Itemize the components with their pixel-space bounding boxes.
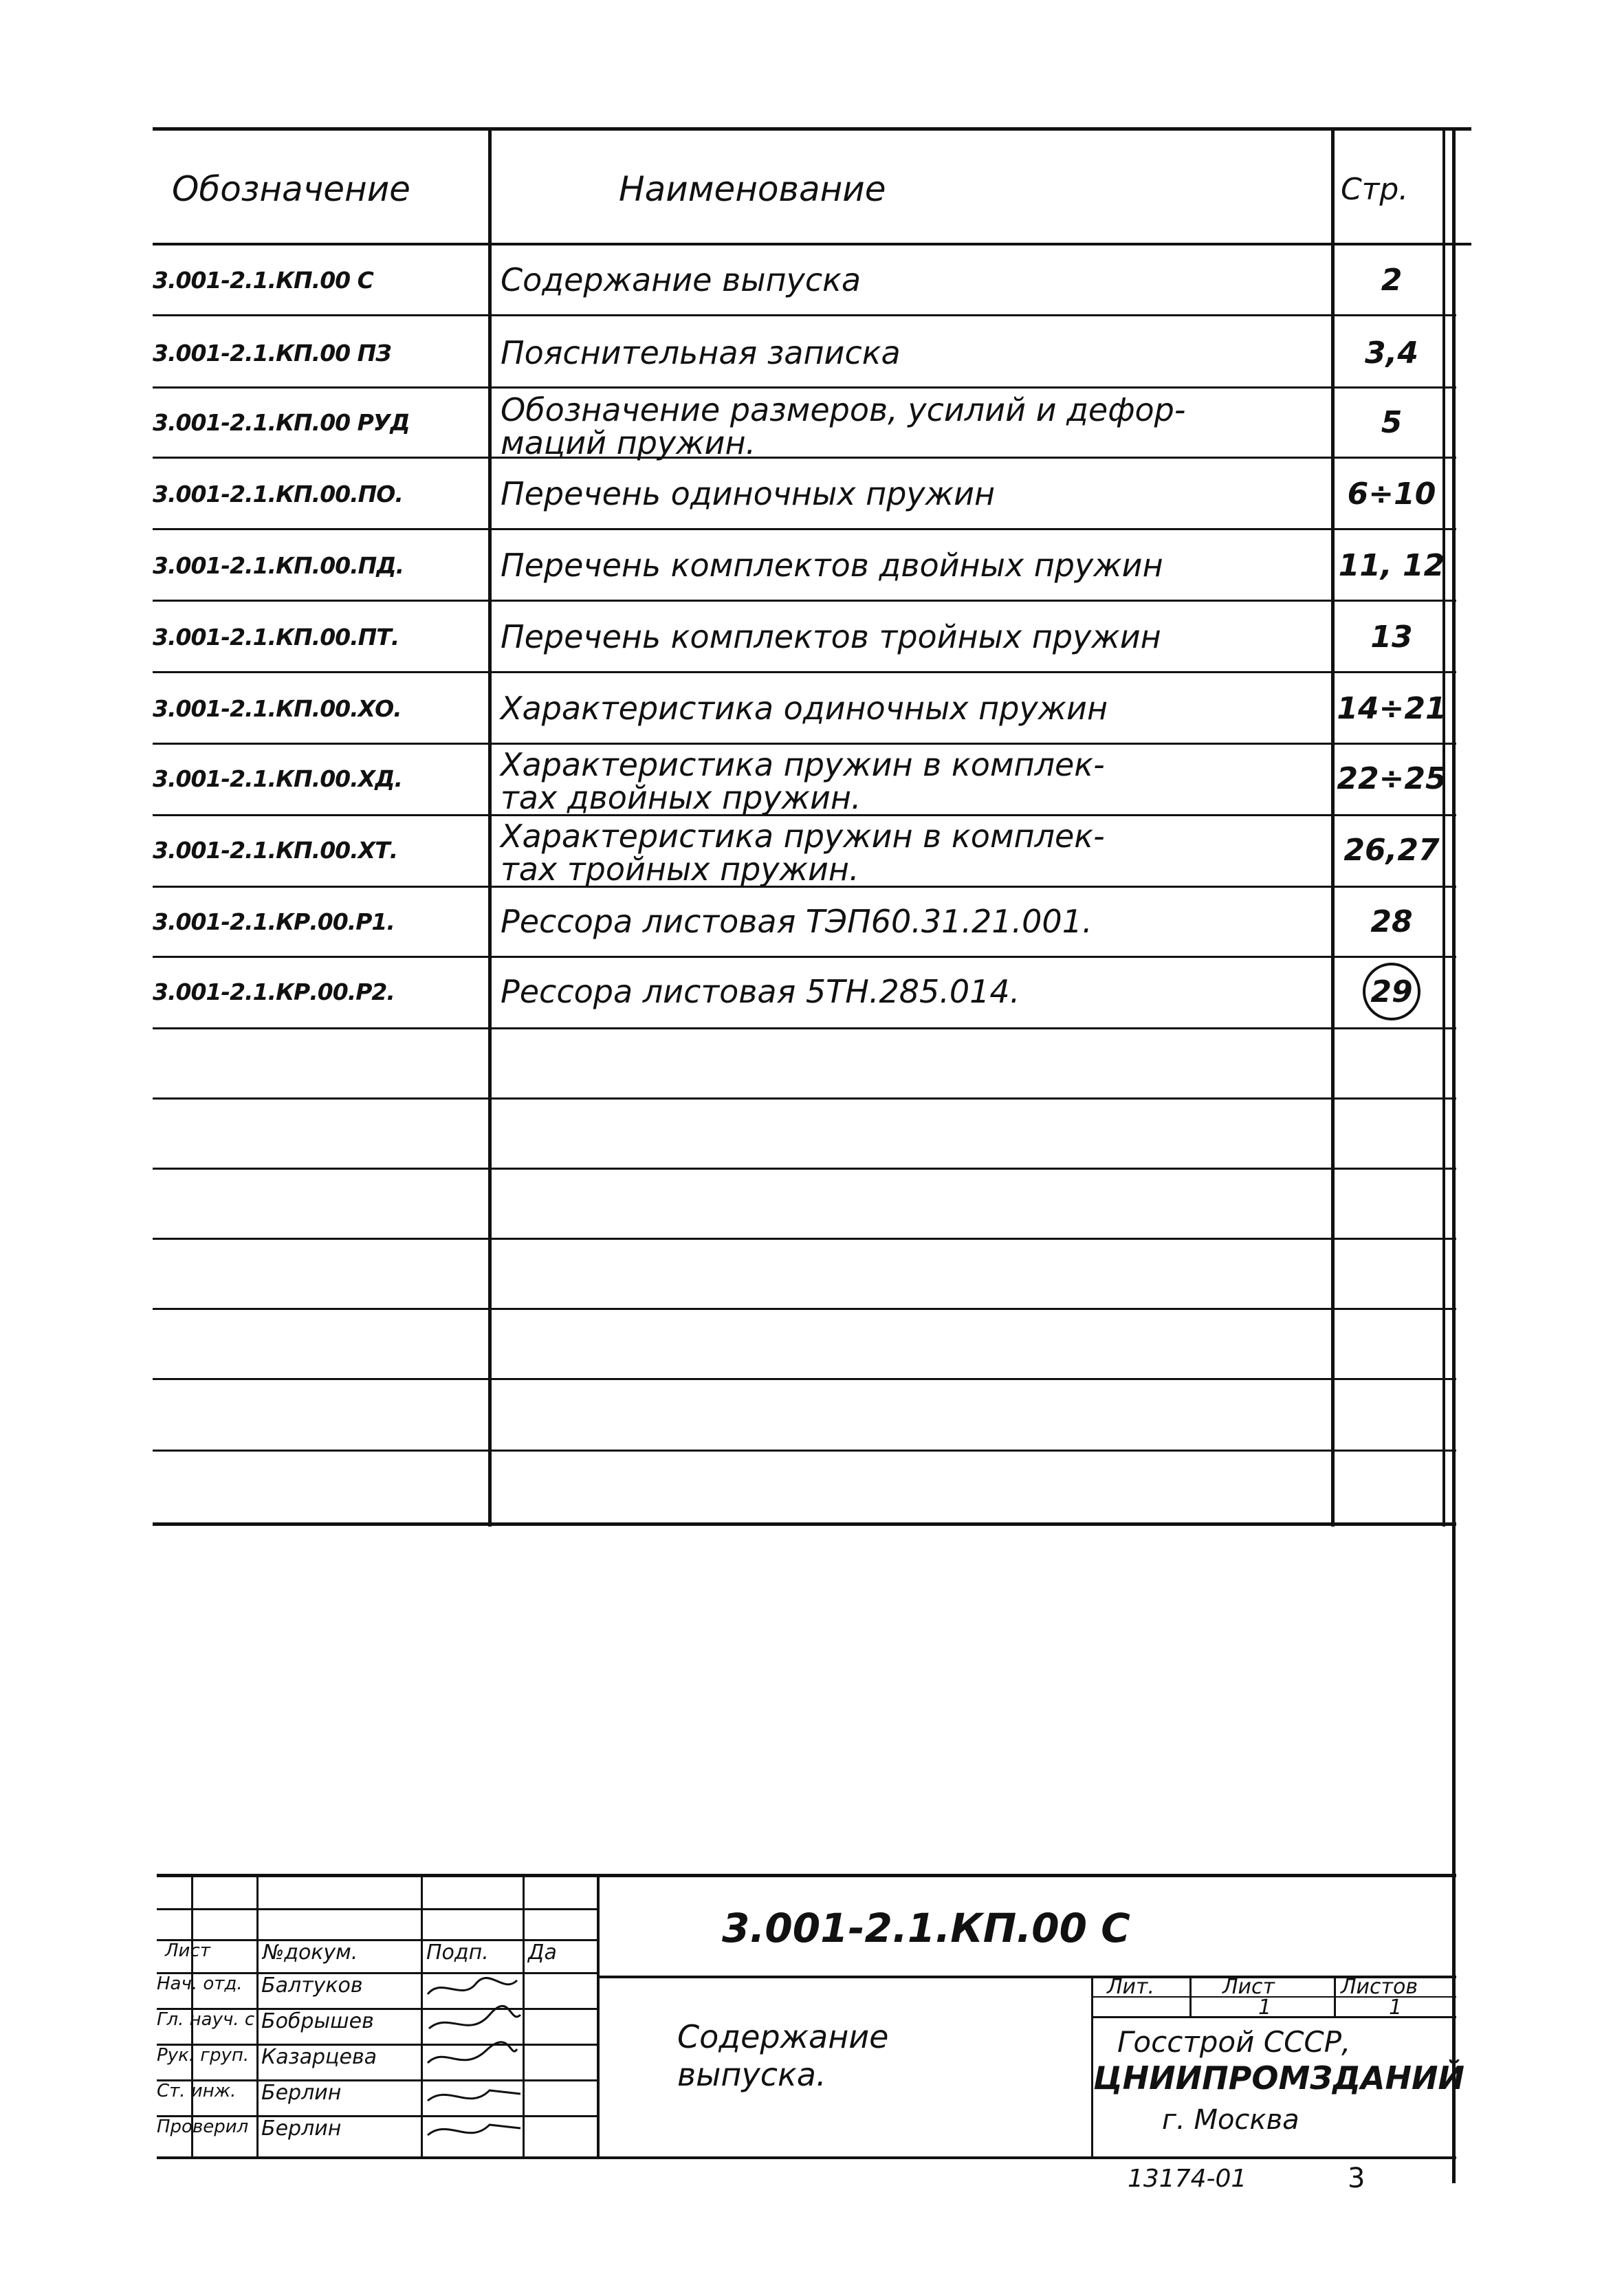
row-separator xyxy=(153,1308,1456,1310)
name-block xyxy=(501,816,1332,888)
stamp-sheet-value: 1 xyxy=(1258,1996,1272,2020)
stamp-col-list: Лист xyxy=(165,1940,210,1961)
row-separator xyxy=(153,1097,1456,1100)
row-separator xyxy=(153,1378,1456,1380)
page: 5 xyxy=(1381,405,1403,440)
stamp-col-sign: Подп. xyxy=(426,1940,489,1965)
designation: 3.001-2.1.КП.00.ПО. xyxy=(153,480,403,507)
name: Характеристика одиночных пружин xyxy=(501,690,1108,727)
stamp-org-2: ЦНИИПРОМЗДАНИЙ xyxy=(1093,2059,1465,2097)
header-page: Стр. xyxy=(1341,171,1409,207)
stamp-code: 3.001-2.1.КП.00 С xyxy=(722,1905,1130,1952)
table-top-line xyxy=(153,127,1471,131)
name: Рессора листовая ТЭП60.31.21.001. xyxy=(501,903,1093,940)
stamp-role: Проверил xyxy=(157,2117,249,2137)
name-line-2: тах тройных пружин. xyxy=(501,851,859,888)
stamp-vline-b xyxy=(256,1874,259,2156)
page: 6÷10 xyxy=(1347,476,1436,512)
page-circle xyxy=(1363,963,1420,1020)
stamp-org-3: г. Москва xyxy=(1162,2104,1299,2136)
page: 14÷21 xyxy=(1337,690,1447,726)
page: 22÷25 xyxy=(1337,761,1447,796)
stamp-sheets-value: 1 xyxy=(1389,1996,1403,2020)
header-designation: Обозначение xyxy=(172,169,410,209)
name: Содержание выпуска xyxy=(501,261,862,298)
name-line-2: тах двойных пружин. xyxy=(501,779,862,816)
stamp-left-divider xyxy=(597,1874,600,2156)
stamp-col-doc-no: №докум. xyxy=(263,1940,358,1965)
row-separator xyxy=(153,1450,1456,1452)
stamp-role: Нач. отд. xyxy=(157,1974,243,1994)
stamp-mid-line xyxy=(598,1976,1456,1978)
page: 26,27 xyxy=(1343,832,1440,868)
designation: 3.001-2.1.КП.00 С xyxy=(153,266,373,294)
stamp-bottom-line xyxy=(157,2156,1456,2159)
stamp-name: Балтуков xyxy=(261,1974,363,1998)
page: 28 xyxy=(1370,904,1413,939)
row-separator xyxy=(153,600,1456,602)
designation: 3.001-2.1.КР.00.Р2. xyxy=(153,978,395,1005)
stamp-col-date: Да xyxy=(528,1940,557,1965)
page: 13 xyxy=(1370,619,1413,655)
designation: 3.001-2.1.КП.00 РУД xyxy=(153,409,410,436)
stamp-doc-title-2: выпуска. xyxy=(677,2056,826,2093)
row-separator xyxy=(153,528,1456,530)
designation: 3.001-2.1.КР.00.Р1. xyxy=(153,908,395,935)
name: Перечень комплектов двойных пружин xyxy=(501,547,1163,584)
page: 2 xyxy=(1381,262,1403,298)
stamp-row-separator xyxy=(157,1908,598,1910)
page: 3,4 xyxy=(1365,335,1418,371)
stamp-role: Рук. груп. xyxy=(157,2045,250,2066)
stamp-role: Ст. инж. xyxy=(157,2081,237,2101)
stamp-name: Берлин xyxy=(261,2081,342,2105)
name-line-1: Характеристика пружин в комплек- xyxy=(501,746,1105,783)
page: 11, 12 xyxy=(1338,547,1445,583)
name: Перечень комплектов тройных пружин xyxy=(501,618,1161,655)
stamp-name: Бобрышев xyxy=(261,2009,374,2033)
page: 29 xyxy=(1370,974,1413,1009)
stamp-name: Берлин xyxy=(261,2117,342,2141)
stamp-name: Казарцева xyxy=(261,2045,377,2069)
designation: 3.001-2.1.КП.00.ХО. xyxy=(153,695,402,722)
designation: 3.001-2.1.КП.00.ПД. xyxy=(153,551,404,579)
stamp-org-1: Госстрой СССР, xyxy=(1117,2025,1351,2059)
designation: 3.001-2.1.КП.00.ПТ. xyxy=(153,623,399,651)
name: Перечень одиночных пружин xyxy=(501,475,996,512)
row-separator xyxy=(153,671,1456,673)
name-block xyxy=(501,389,1332,460)
name-line-1: Обозначение размеров, усилий и дефор- xyxy=(501,391,1186,428)
name: Рессора листовая 5ТН.285.014. xyxy=(501,973,1020,1010)
designation: 3.001-2.1.КП.00.ХД. xyxy=(153,765,403,792)
stamp-lit-label: Лит. xyxy=(1107,1975,1155,1999)
signature-scribbles xyxy=(421,1974,524,2152)
name-line-1: Характеристика пружин в комплек- xyxy=(501,818,1105,855)
stamp-sheets-label: Листов xyxy=(1341,1975,1418,1999)
header-name: Наименование xyxy=(619,169,886,209)
stamp-top-line xyxy=(157,1874,1456,1877)
name: Пояснительная записка xyxy=(501,334,901,371)
archive-number: 13174-01 xyxy=(1128,2165,1247,2193)
row-separator xyxy=(153,314,1456,316)
row-separator xyxy=(153,1168,1456,1170)
name-line-2: маций пружин. xyxy=(501,424,756,461)
row-separator xyxy=(153,1238,1456,1240)
name-block xyxy=(501,744,1332,817)
stamp-role: Гл. науч. с xyxy=(157,2009,255,2030)
table-bottom-line xyxy=(153,1522,1456,1526)
page-cell xyxy=(1337,957,1447,1026)
stamp-sheet-label: Лист xyxy=(1222,1975,1275,1999)
row-separator xyxy=(153,1027,1456,1029)
page-number: 3 xyxy=(1348,2163,1365,2194)
designation: 3.001-2.1.КП.00 ПЗ xyxy=(153,339,391,367)
stamp-doc-title-1: Содержание xyxy=(677,2018,889,2055)
designation: 3.001-2.1.КП.00.ХТ. xyxy=(153,836,398,864)
